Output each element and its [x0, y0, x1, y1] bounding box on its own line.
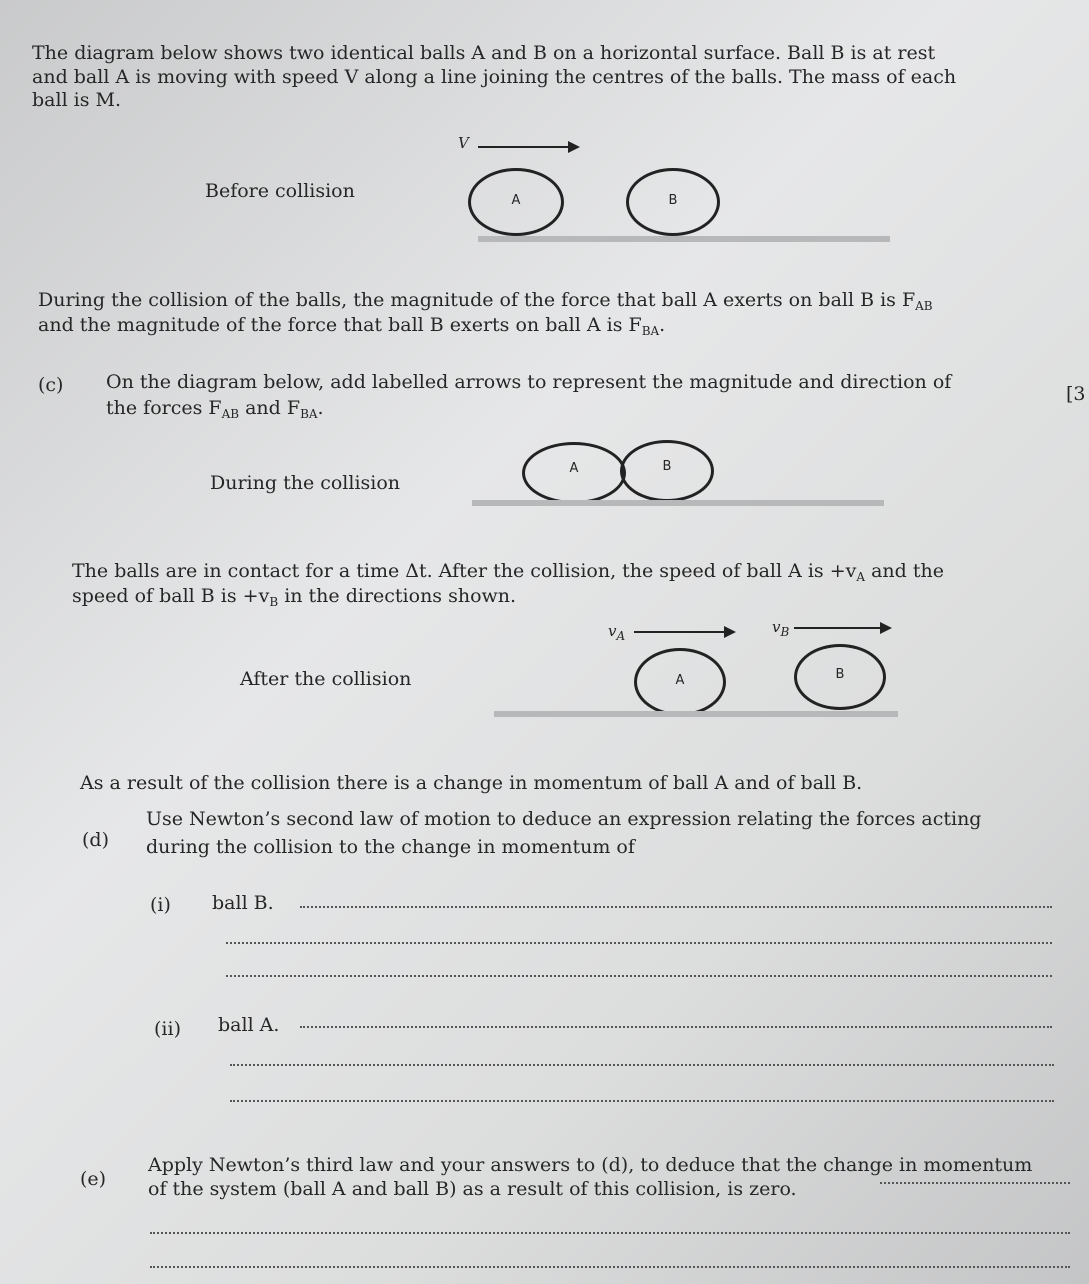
ball-a-during-label: A [569, 461, 579, 476]
ball-b-during [620, 440, 714, 502]
ball-a-before-label: A [511, 193, 521, 208]
part-c-number: (c) [38, 374, 64, 396]
surface-after [494, 711, 898, 717]
part-d-i-number: (i) [150, 894, 171, 916]
velocity-vb-arrow [794, 627, 890, 629]
result-line: As a result of the collision there is a change in momentum of ball A and of ball B. [80, 772, 863, 794]
answer-line-e-3[interactable] [150, 1266, 1070, 1268]
answer-line-ii-1[interactable] [300, 1026, 1052, 1028]
forces-sub-ba: BA [641, 324, 660, 338]
contact-line-2b: in the directions shown. [278, 585, 517, 607]
part-d-i-text: ball B. [212, 892, 274, 914]
part-c-line-2c: . [317, 397, 324, 419]
part-d-number: (d) [82, 829, 109, 851]
intro-line-1: The diagram below shows two identical balls A and B on a horizontal surface. Ball B is at rest [32, 42, 936, 64]
part-c-sub-ab: AB [221, 407, 240, 421]
answer-line-ii-3[interactable] [230, 1100, 1054, 1102]
velocity-v-label: V [458, 134, 469, 152]
forces-line-2 [38, 312, 665, 344]
vb-symbol: v [772, 618, 781, 636]
surface-before [478, 236, 890, 242]
part-d-ii-number: (ii) [154, 1018, 181, 1040]
answer-line-ii-2[interactable] [230, 1064, 1054, 1066]
contact-line-1-text: The balls are in contact for a time Δt. After the collision, the speed of ball A is +v [72, 560, 857, 582]
velocity-va-label [608, 622, 625, 643]
before-collision-label: Before collision [205, 180, 355, 202]
velocity-vb-label [772, 618, 789, 639]
answer-line-e-1[interactable] [880, 1182, 1070, 1184]
intro-line-3: ball is M. [32, 89, 122, 111]
part-e-line-1: Apply Newton’s third law and your answers to (d), to deduce that the change in momentum [148, 1154, 1033, 1176]
part-d-line-2: during the collision to the change in momentum of [146, 836, 635, 858]
ball-b-before-label: B [668, 193, 678, 208]
part-c-sub-ba: BA [300, 407, 318, 421]
ball-b-after [794, 644, 886, 710]
va-sub: A [616, 629, 626, 643]
forces-line-1-text: During the collision of the balls, the magnitude of the force that ball A exerts on ball B is F [38, 289, 916, 311]
va-symbol: v [608, 622, 617, 640]
velocity-va-arrow [634, 631, 734, 633]
part-c-line-2a: the forces F [106, 397, 222, 419]
part-e-number: (e) [80, 1168, 107, 1190]
answer-line-i-2[interactable] [226, 942, 1052, 944]
part-e-line-2: of the system (ball A and ball B) as a result of this collision, is zero. [148, 1178, 797, 1200]
answer-line-i-1[interactable] [300, 906, 1052, 908]
part-d-ii-text: ball A. [218, 1014, 280, 1036]
part-c-marks: [3 [1066, 383, 1086, 405]
ball-a-after [634, 648, 726, 716]
contact-line-2 [72, 583, 516, 615]
intro-line-2: and ball A is moving with speed V along a line joining the centres of the balls. The mass of each [32, 66, 957, 88]
answer-line-i-3[interactable] [226, 975, 1052, 977]
after-collision-label: After the collision [240, 668, 412, 690]
velocity-v-arrow [478, 146, 578, 148]
part-c-line-1: On the diagram below, add labelled arrows to represent the magnitude and direction of [106, 371, 952, 393]
part-c-line-2 [106, 395, 324, 427]
forces-line-2-end: . [659, 314, 666, 336]
part-d-line-1: Use Newton’s second law of motion to deduce an expression relating the forces acting [146, 808, 982, 830]
contact-sub-b: B [269, 595, 279, 609]
vb-sub: B [780, 625, 790, 639]
forces-sub-ab: AB [915, 299, 933, 313]
ball-a-during [522, 442, 626, 504]
ball-b-before [626, 168, 720, 236]
ball-a-after-label: A [675, 673, 685, 688]
forces-line-2-text: and the magnitude of the force that ball B exerts on ball A is F [38, 314, 642, 336]
part-c-line-2b: and F [239, 397, 301, 419]
during-collision-label: During the collision [210, 472, 401, 494]
contact-line-2a: speed of ball B is +v [72, 585, 270, 607]
ball-b-after-label: B [835, 667, 845, 682]
ball-b-during-label: B [662, 459, 672, 474]
contact-line-1-end: and the [865, 560, 944, 582]
ball-a-before [468, 168, 564, 236]
surface-during [472, 500, 884, 506]
contact-sub-a: A [856, 570, 866, 584]
answer-line-e-2[interactable] [150, 1232, 1070, 1234]
